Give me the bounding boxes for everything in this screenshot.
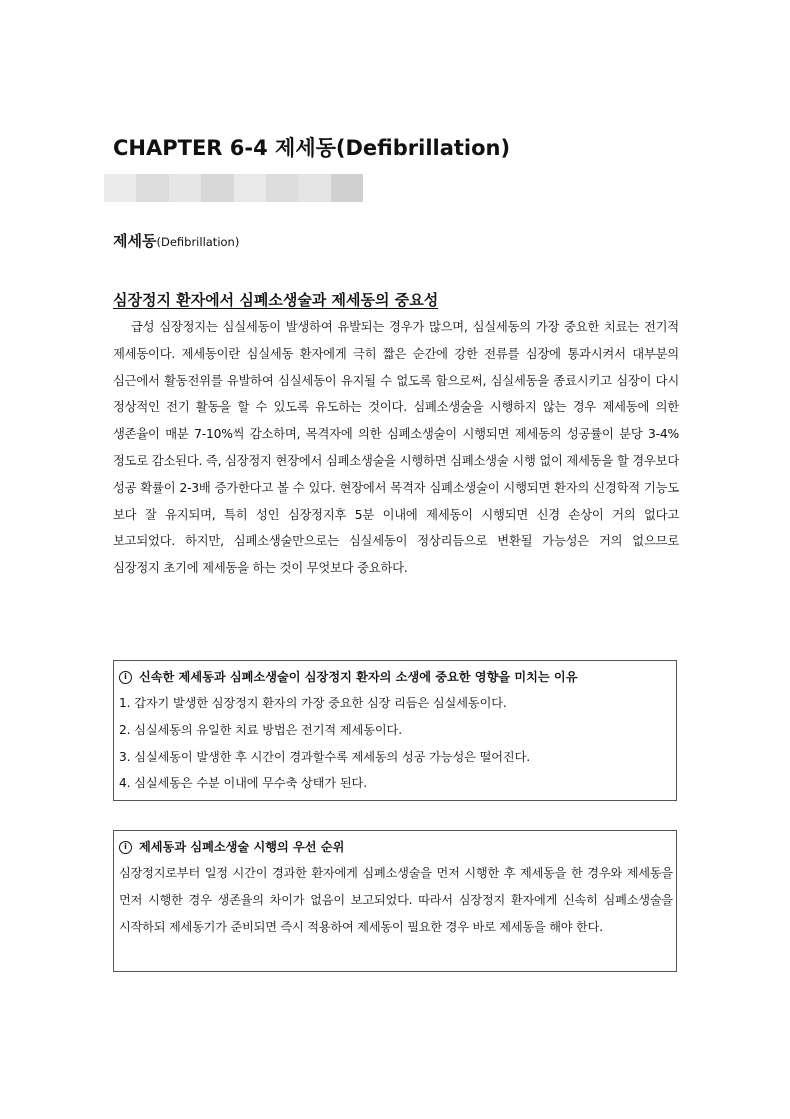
redacted-segment	[266, 174, 298, 202]
info-box-title	[119, 664, 673, 690]
list-item: 4. 심실세동은 수분 이내에 무수축 상태가 된다.	[119, 776, 367, 791]
subsection-title: 심장정지 환자에서 심폐소생술과 제세동의 중요성	[113, 291, 439, 309]
redacted-segment	[104, 174, 136, 202]
info-circle-icon: i	[119, 671, 132, 684]
info-box-title	[119, 834, 673, 860]
redacted-segment	[234, 174, 266, 202]
redacted-segment	[136, 174, 168, 202]
info-box-priority	[113, 830, 677, 972]
section-title-english: (Defibrillation)	[156, 235, 240, 249]
info-box-reasons	[113, 660, 677, 801]
redacted-block	[104, 174, 363, 202]
list-item: 2. 심실세동의 유일한 치료 방법은 전기적 제세동이다.	[119, 722, 402, 737]
info-box-paragraph: 심장정지로부터 일정 시간이 경과한 환자에게 심폐소생술을 먼저 시행한 후 제세동을 한 경우와 제세동을 먼저 시행한 경우 생존율의 차이가 없음이 보고되었다. 따라서 심장정지 환자에게 신속히 심폐소생술을 시작하되 제세동기가 준비되면 즉시 적용하여 제세동이 필요한 경우 바로 제세동을 해야 한다.	[119, 866, 673, 934]
list-item: 3. 심실세동이 발생한 후 시간이 경과할수록 제세동의 성공 가능성은 떨어진다.	[119, 749, 531, 764]
info-box-title-text: 신속한 제세동과 심폐소생술이 심장정지 환자의 소생에 중요한 영향을 미치는 이유	[139, 670, 578, 684]
list-item: 1. 갑자기 발생한 심장정지 환자의 가장 중요한 심장 리듬은 심실세동이다.	[119, 696, 507, 710]
redacted-segment	[298, 174, 330, 202]
info-circle-icon: i	[119, 841, 132, 854]
chapter-title: CHAPTER 6-4 제세동(Defibrillation)	[113, 136, 511, 160]
info-box-title-text: 제세동과 심폐소생술 시행의 우선 순위	[139, 840, 345, 854]
redacted-segment	[169, 174, 201, 202]
body-paragraph: 급성 심장정지는 심실세동이 발생하여 유발되는 경우가 많으며, 심실세동의 가장 중요한 치료는 전기적 제세동이다. 제세동이란 심실세동 환자에게 극히 짧은 순간에 강한 전류를 심장에 통과시켜서 대부분의 심근에서 활동전위를 유발하여 심실세동이 유지될 수 없도록 함으로써, 심실세동을 종료시키고 심장이 다시 정상적인 전기 활동을 할 수 있도록 유도하는 것이다. 심폐소생술을 시행하지 않는 경우 제세동에 의한 생존율이 매분 7-10%씩 감소하며, 목격자에 의한 심폐소생술이 시행되면 제세동의 성공률이 분당 3-4% 정도로 감소된다. 즉, 심장정지 현장에서 심폐소생술을 시행하면 심폐소생술 시행 없이 제세동을 할 경우보다 성공 확률이 2-3배 증가한다고 볼 수 있다. 현장에서 목격자 심폐소생술이 시행되면 환자의 신경학적 기능도 보다 잘 유지되며, 특히 성인 심장정지후 5분 이내에 제세동이 시행되면 신경 손상이 거의 없다고 보고되었다. 하지만, 심폐소생술만으로는 심실세동이 정상리듬으로 변환될 가능성은 거의 없으므로 심장정지 초기에 제세동을 하는 것이 무엇보다 중요하다.	[113, 320, 679, 576]
section-heading	[113, 230, 239, 251]
redacted-segment	[331, 174, 363, 202]
redacted-segment	[201, 174, 233, 202]
section-title-korean: 제세동	[113, 232, 157, 250]
